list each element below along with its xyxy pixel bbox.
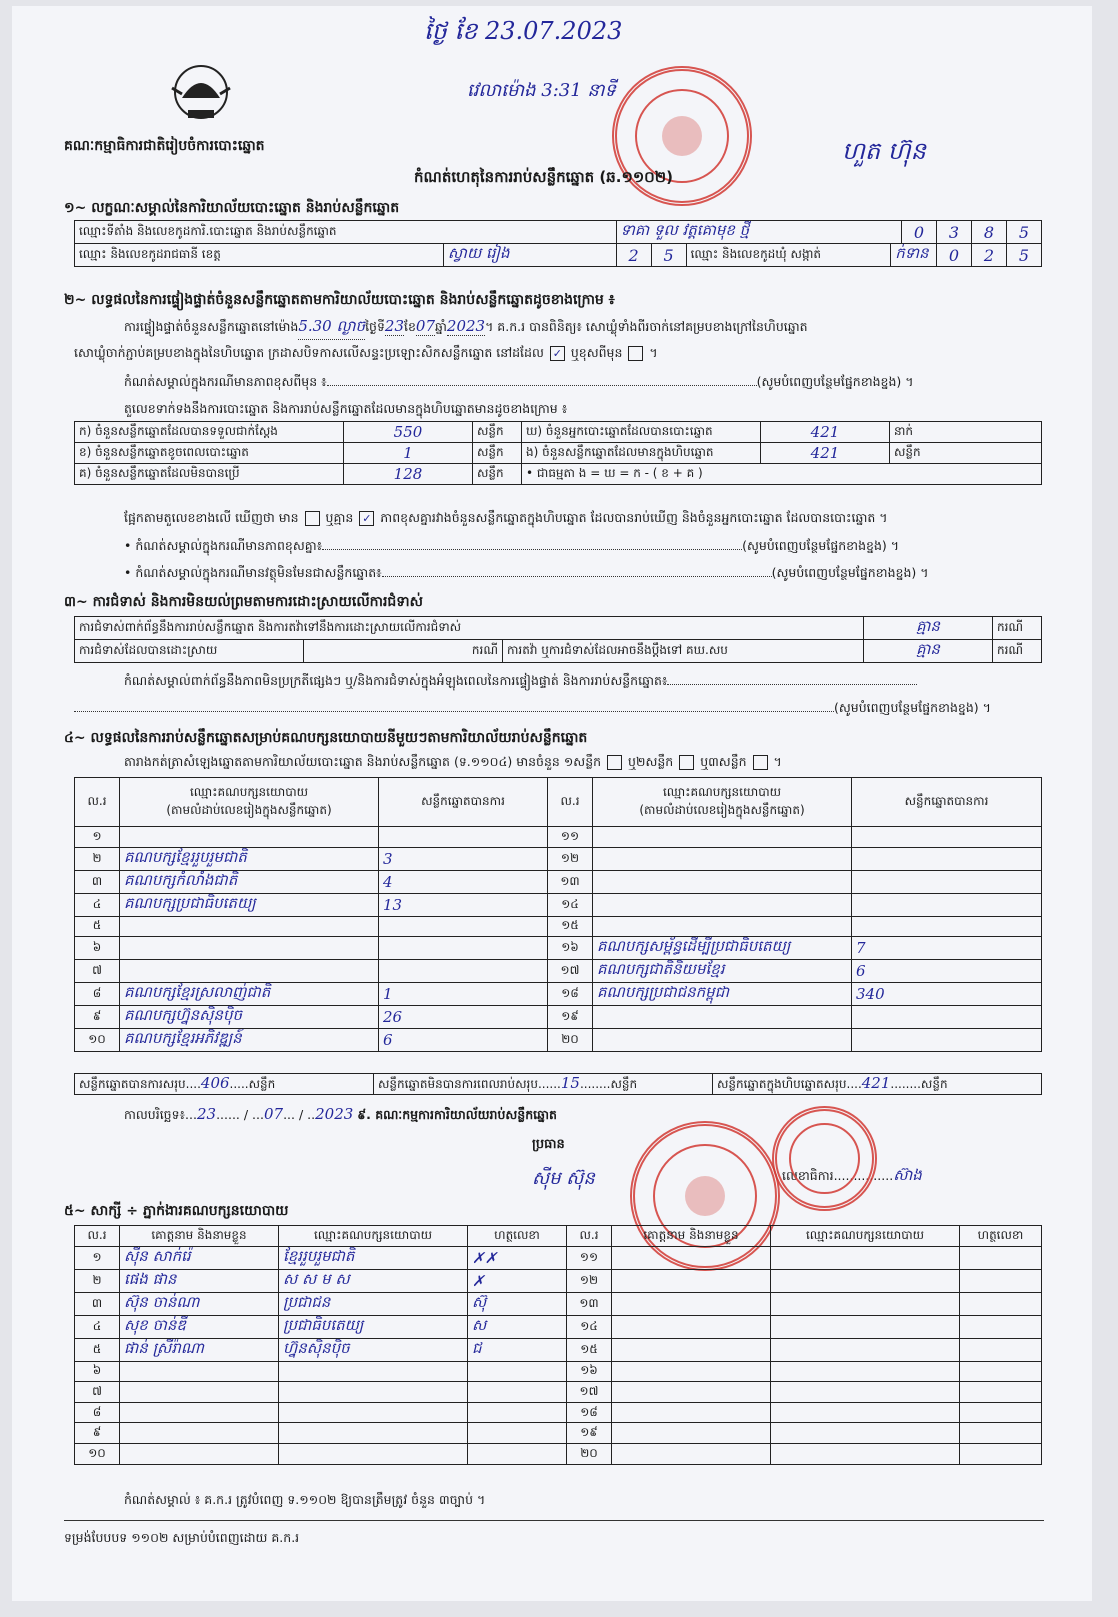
party-name: គណបក្សខ្មែរស្រលាញ់ជាតិ [120,983,379,1006]
party-votes: 340 [852,983,1042,1006]
results-table [74,777,1042,1052]
objection-unit: ករណី [993,617,1042,640]
formula-note: • ជាធម្មតា ង = ឃ = ក - ( ខ + គ ) [522,464,1042,485]
location-code-digit: 0 [902,221,937,244]
witness-row: ៥ ផាន់ ស្រីរ៉ាណា ហ្វ៊ុនស៊ិនប៉ិច ជ ១៥ [75,1338,1042,1361]
witness-row: ៣ ស៊ុន ចាន់ណា ប្រជាជន ស៊ុ ១៣ [75,1292,1042,1315]
irregularity-note: កំណត់សម្គាល់ពាក់ព័ន្ធនឹងភាពមិនប្រក្រតីផ្សេងៗ ឬ/និងការជំទាស់ក្នុងអំឡុងពេលនៃការផ្ទៀងផ្ទាត់ និងការរាប់សន្លឹកឆ្នោត៖ [124,673,917,692]
party-name: គណបក្សខ្មែររួបរួមជាតិ [120,847,379,870]
commune-code-digit: 5 [1007,244,1042,267]
handwritten-signature-right: ហួត ហ៊ុន [842,137,926,165]
section5-title: ៥~ សាក្សី ÷ ភ្នាក់ងារគណបក្សនយោបាយ [64,1203,289,1219]
objection-label: ការជំទាស់ពាក់ព័ន្ធនឹងការរាប់សន្លឹកឆ្នោត និងការតវ៉ាទៅនឹងការដោះស្រាយលើការជំទាស់ [75,617,864,640]
location-label: ឈ្មោះទីតាំង និងលេខកូដការិ.បោះឆ្នោត និងរាប់សន្លឹកឆ្នោត [75,221,617,244]
party-name [593,870,852,893]
province-code-digit: 5 [651,244,686,267]
figures-table [74,421,1042,485]
resolved-unit: ករណី [304,640,503,663]
secretary-line: លេខាធិការ...............ស៊ាង [782,1166,922,1184]
difference-note-line: កំណត់សម្គាល់ក្នុងករណីមានភាពខុសពីមុន ៖ (សូមបំពេញបន្ថែមផ្នែកខាងខ្នង) ។ [124,374,914,389]
committee-logo [162,58,240,130]
official-seal-stamp [772,1106,877,1211]
committee-name: គណៈកម្មាធិការជាតិរៀបចំការបោះឆ្នោត [64,138,265,154]
witness-row: ១០ ២០ [75,1443,1042,1464]
witness-row: ៧ ១៧ [75,1382,1042,1403]
col-votes-header: សន្លឹកឆ្នោតបានការ [379,778,548,827]
tally-sheet-line: តារាងកត់ត្រាសំឡេងឆ្នោតតាមការិយាល័យបោះឆ្នោត និងរាប់សន្លឹកឆ្នោត (ទ.១១០៤) មានចំនួន ១សន្លឹក ឬ២សន្លឹក ឬ៣សន្លឹក ។ [124,754,782,769]
appeal-label: ការតវ៉ា ឬការជំទាស់ដែលអាចនឹងប្តឹងទៅ គឃ.សប [503,640,864,663]
party-name [120,960,379,983]
no-difference-checkbox[interactable]: ✓ [359,511,374,526]
results-row: ២ គណបក្សខ្មែររួបរួមជាតិ 3 ១២ [75,847,1042,870]
resolved-label: ការជំទាស់ដែលបានដោះស្រាយ [75,640,304,663]
results-row: ៩ គណបក្សហ្វ៊ុនស៊ិនប៉ិច 26 ១៩ [75,1006,1042,1029]
party-name [593,916,852,937]
results-row: ៧ ១៧ គណបក្សជាតិនិយមខ្មែរ 6 [75,960,1042,983]
handwritten-time-note: វេលាម៉ោង 3:31 នាទី [467,80,616,101]
party-name: គណបក្សហ្វ៊ុនស៊ិនប៉ិច [120,1006,379,1029]
commune-value: ក់ទាន [891,244,937,267]
figure-value: 421 [761,422,890,443]
party-name [593,1029,852,1052]
province-code-digit: 2 [616,244,651,267]
totals-table [74,1073,1042,1095]
party-votes: 4 [379,870,548,893]
location-code-digit: 8 [972,221,1007,244]
party-name [120,916,379,937]
chair-label: ប្រធាន [532,1137,565,1152]
footer-text: ទម្រង់បែបបទ ១១០២ សម្រាប់បំពេញដោយ គ.ក.រ [64,1530,300,1545]
location-code-digit: 5 [1007,221,1042,244]
figure-unit: សន្លឹក [473,422,522,443]
party-votes [379,937,548,960]
party-votes [379,827,548,848]
form-title: កំណត់ហេតុនៃការរាប់សន្លឹកឆ្នោត (ឆ.១១០២) [414,168,674,186]
party-votes [852,870,1042,893]
party-votes [852,847,1042,870]
results-row: ៨ គណបក្សខ្មែរស្រលាញ់ជាតិ 1 ១៨ គណបក្សប្រជាជនកម្ពុជា 340 [75,983,1042,1006]
party-name [593,827,852,848]
party-name [593,893,852,916]
commune-code-digit: 0 [937,244,972,267]
figure-unit: នាក់ [890,422,1042,443]
witness-row: ៤ សុខ ចាន់ឌី ប្រជាធិបតេយ្យ ស ១៤ [75,1315,1042,1338]
objection-value: គ្មាន [864,617,993,640]
col-party-header: ឈ្មោះគណបក្សនយោបាយ (តាមលំដាប់លេខរៀងក្នុងសន្លឹកឆ្នោត) [120,778,379,827]
party-votes: 6 [852,960,1042,983]
three-sheet-checkbox[interactable] [753,755,768,770]
foreign-object-bullet: • កំណត់សម្គាល់ក្នុងករណីមានវត្ថុមិនមែនជាសន្លឹកឆ្នោត៖ (សូមបំពេញបន្ថែមផ្នែកខាងខ្នង) ។ [124,565,929,580]
section1-title: ១~ លក្ខណៈសម្គាល់នៃការិយាល័យបោះឆ្នោត និងរាប់សន្លឹកឆ្នោត [64,200,400,216]
form-page [12,6,1092,1601]
results-row: ៣ គណបក្សកំលាំងជាតិ 4 ១៣ [75,870,1042,893]
party-name [593,1006,852,1029]
verification-month: 07 [415,317,435,335]
party-votes [852,916,1042,937]
party-votes [852,1029,1042,1052]
party-votes: 7 [852,937,1042,960]
party-name: គណបក្សជាតិនិយមខ្មែរ [593,960,852,983]
party-votes [379,960,548,983]
appeal-unit: ករណី [993,640,1042,663]
appeal-value: គ្មាន [864,640,993,663]
figures-row [75,422,1042,443]
figures-intro: តួលេខទាក់ទងនឹងការបោះឆ្នោត និងការរាប់សន្លឹកឆ្នោតដែលមានក្នុងហិបឆ្នោតមានដូចខាងក្រោម ៖ [124,401,568,416]
party-votes: 13 [379,893,548,916]
province-value: ស្វាយ រៀង [443,244,616,267]
party-name: គណបក្សកំលាំងជាតិ [120,870,379,893]
section1-table [74,220,1042,267]
party-name: គណបក្សប្រជាធិបតេយ្យ [120,893,379,916]
section2-title: ២~ លទ្ធផលនៃការផ្ទៀងផ្ទាត់ចំនួនសន្លឹកឆ្នោតតាមការិយាល័យបោះឆ្នោត និងរាប់សន្លឹកឆ្នោតដូចខាងក្រោម ៖ [64,292,615,308]
total-box: សន្លឹកឆ្នោតក្នុងហិបឆ្នោតសរុប....421........សន្លឹក [713,1074,1042,1095]
party-name: គណបក្សខ្មែរអភិវឌ្ឍន៍ [120,1029,379,1052]
party-name: គណបក្សសម្ព័ន្ធដើម្បីប្រជាធិបតេយ្យ [593,937,852,960]
party-name: គណបក្សប្រជាជនកម្ពុជា [593,983,852,1006]
figure-label: ក) ចំនួនសន្លឹកឆ្នោតដែលបានទទួលជាក់ស្តែង [75,422,344,443]
section4-title: ៤~ លទ្ធផលនៃការរាប់សន្លឹកឆ្នោតសម្រាប់គណបក្សនយោបាយនីមួយៗតាមការិយាល័យរាប់សន្លឹកឆ្នោត [64,730,588,746]
province-label: ឈ្មោះ និងលេខកូដរាជធានី ខេត្ត [75,244,444,267]
figure-unit: សន្លឹក [473,464,522,485]
date-line: កាលបរិច្ឆេទ៖...23...... / ...07... / ..2023 ៩. គណៈកម្មការការិយាល័យរាប់សន្លឹកឆ្នោត [124,1105,557,1123]
figures-row [75,464,1042,485]
difference-line: ផ្អែកតាមតួលេខខាងលើ ឃើញថា មាន ឬគ្មាន ✓ ភាពខុសគ្នារវាងចំនួនសន្លឹកឆ្នោតក្នុងហិបឆ្នោត ដែលបានរាប់ឃើញ និងចំនួនអ្នកបោះឆ្នោត ដែលបានបោះឆ្នោត ។ [124,510,888,525]
one-sheet-checkbox[interactable] [607,755,622,770]
total-invalid: សន្លឹកឆ្នោតមិនបានការពេលរាប់សរុប......15........សន្លឹក [374,1074,713,1095]
col-party-header: ឈ្មោះគណបក្សនយោបាយ (តាមលំដាប់លេខរៀងក្នុងសន្លឹកឆ្នោត) [593,778,852,827]
figure-value: 421 [761,443,890,464]
figure-label: ង) ចំនួនសន្លឹកឆ្នោតដែលមានក្នុងហិបឆ្នោត [522,443,761,464]
chair-signature: ស៊ីម ស៊ុន [532,1168,595,1189]
figure-value: 128 [344,464,473,485]
results-row: ១ ១១ [75,827,1042,848]
col-no-header: ល.រ [75,778,120,827]
witness-row: ២ ផេង ផាន ស ស ម ស ✗ ១២ [75,1269,1042,1292]
results-row: ១០ គណបក្សខ្មែរអភិវឌ្ឍន៍ 6 ២០ [75,1029,1042,1052]
party-votes [852,827,1042,848]
witness-row: ១ ស៊ីន សាក់រ៉េ ខ្មែររួបរួមជាតិ ✗✗ ១១ [75,1246,1042,1269]
figure-label: ឃ) ចំនួនអ្នកបោះឆ្នោតដែលបានបោះឆ្នោត [522,422,761,443]
footer-divider [64,1520,1044,1521]
objections-table [74,616,1042,663]
verification-paragraph-2: សោឃ្លុំចាក់ភ្ជាប់គម្របខាងក្នុងនៃហិបឆ្នោត ក្រដាសបិទកាសលើសន្ទះប្រឡោះសិកសន្លឹកឆ្នោត នៅដដែល ✓ ឬខុសពីមុន ។ [74,345,658,360]
witness-row: ៩ ១៩ [75,1423,1042,1444]
witness-table [74,1225,1042,1465]
results-row: ៦ ១៦ គណបក្សសម្ព័ន្ធដើម្បីប្រជាធិបតេយ្យ 7 [75,937,1042,960]
has-difference-checkbox[interactable] [305,511,320,526]
party-votes [379,916,548,937]
party-votes [852,893,1042,916]
witness-row: ៦ ១៦ [75,1361,1042,1382]
col-no-header: ល.រ [548,778,593,827]
location-code-digit: 3 [937,221,972,244]
figure-label: ខ) ចំនួនសន្លឹកឆ្នោតខូចពេលបោះឆ្នោត [75,443,344,464]
results-header [75,778,1042,827]
commune-label: ឈ្មោះ និងលេខកូដឃុំ សង្កាត់ [686,244,891,267]
party-votes: 26 [379,1006,548,1029]
section3-title: ៣~ ការជំទាស់ និងការមិនយល់ព្រមតាមការដោះស្រាយលើការជំទាស់ [64,594,423,610]
commune-code-digit: 2 [972,244,1007,267]
same-checkbox[interactable]: ✓ [550,346,565,361]
total-valid: សន្លឹកឆ្នោតបានការសរុប....406.....សន្លឹក [75,1074,374,1095]
witness-row: ៨ ១៨ [75,1402,1042,1423]
different-checkbox[interactable] [628,346,643,361]
difference-bullet: • កំណត់សម្គាល់ក្នុងករណីមានភាពខុសគ្នា៖ (សូមបំពេញបន្ថែមផ្នែកខាងខ្នង) ។ [124,538,899,553]
two-sheet-checkbox[interactable] [679,755,694,770]
handwritten-date: ថ្ងៃ ខែ 23.07.2023 [424,17,623,45]
results-row: ៤ គណបក្សប្រជាធិបតេយ្យ 13 ១៤ [75,893,1042,916]
verification-day: 23 [384,317,404,335]
party-votes: 6 [379,1029,548,1052]
results-row: ៥ ១៥ [75,916,1042,937]
figure-value: 1 [344,443,473,464]
verification-time: 5.30 ល្ងាច [298,317,365,340]
figure-unit: សន្លឹក [890,443,1042,464]
figure-value: 550 [344,422,473,443]
party-votes: 1 [379,983,548,1006]
figure-unit: សន្លឹក [473,443,522,464]
figure-label: គ) ចំនួនសន្លឹកឆ្នោតដែលមិនបានប្រើ [75,464,344,485]
party-name [120,827,379,848]
party-votes [852,1006,1042,1029]
col-votes-header: សន្លឹកឆ្នោតបានការ [852,778,1042,827]
location-value: ទាគា ទួល វត្តគោមុខ ថ្មី [616,221,901,244]
verification-year: 2023 [446,317,486,335]
witness-note: កំណត់សម្គាល់ ៖ គ.ក.រ ត្រូវបំពេញ ទ.១១០២ ឱ្យបានត្រឹមត្រូវ ចំនួន ៣ច្បាប់ ។ [124,1492,486,1507]
party-name [593,847,852,870]
party-name [120,937,379,960]
irregularity-note-fill: (សូមបំពេញបន្ថែមផ្នែកខាងខ្នង) ។ [74,700,991,719]
verification-paragraph-1: ការផ្ទៀងផ្ទាត់ចំនួនសន្លឹកឆ្នោតនៅម៉ោង5.30 ល្ងាចថ្ងៃទី23ខែ07ឆ្នាំ2023។ គ.ក.រ បានពិនិត្យ៖ សោឃ្លុំទាំងពីរចាក់នៅគម្របខាងក្រៅនៃហិបឆ្នោត [124,317,808,340]
figures-row [75,443,1042,464]
witness-header: ល.រ គោត្តនាម និងនាមខ្លួន ឈ្មោះគណបក្សនយោបាយ ហត្ថលេខា ល.រ គោត្តនាម និងនាមខ្លួន ឈ្មោះគណបក្សនយោបាយ ហត្ថលេខា [75,1226,1042,1247]
party-votes: 3 [379,847,548,870]
